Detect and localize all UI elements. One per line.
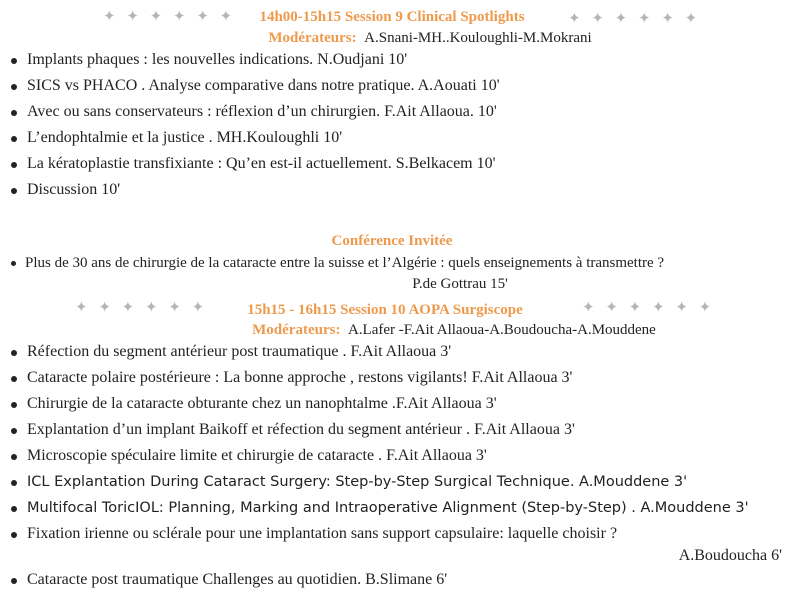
session-9-title: 14h00-15h15 Session 9 Clinical Spotlights	[259, 9, 525, 25]
list-item: Cataracte post traumatique Challenges au quotidien. B.Slimane 6'	[0, 567, 447, 593]
moderators-names: A.Lafer -F.Ait Allaoua-A.Boudoucha-A.Mouddene	[347, 322, 656, 338]
sparkle-icon: ✦ ✦ ✦ ✦ ✦ ✦	[582, 298, 715, 316]
list-item: Fixation irienne ou sclérale pour une implantation sans support capsulaire: laquelle choisir ?	[0, 521, 749, 547]
list-item: Microscopie spéculaire limite et chirurgie de cataracte . F.Ait Allaoua 3'	[0, 443, 749, 469]
list-item: SICS vs PHACO . Analyse comparative dans notre pratique. A.Aouati 10'	[0, 73, 500, 99]
sparkle-icon: ✦ ✦ ✦ ✦ ✦ ✦	[75, 298, 208, 316]
sparkle-icon: ✦ ✦ ✦ ✦ ✦ ✦	[103, 7, 236, 25]
list-item: Explantation d’un implant Baikoff et réfection du segment antérieur . F.Ait Allaoua 3'	[0, 417, 749, 443]
session-10-list	[0, 339, 749, 547]
list-item: Avec ou sans conservateurs : réflexion d’un chirurgien. F.Ait Allaoua. 10'	[0, 99, 500, 125]
list-item: Réfection du segment antérieur post traumatique . F.Ait Allaoua 3'	[0, 339, 749, 365]
item-author: A.Boudoucha 6'	[678, 547, 782, 564]
list-item: La kératoplastie transfixiante : Qu’en est-il actuellement. S.Belkacem 10'	[0, 151, 500, 177]
moderators-label: Modérateurs:	[252, 322, 341, 338]
list-item: Cataracte polaire postérieure : La bonne approche , restons vigilants! F.Ait Allaoua 3'	[0, 365, 749, 391]
session-10-list-cont	[0, 567, 447, 593]
conference-speaker: P.de Gottrau 15'	[412, 276, 508, 292]
list-item: Discussion 10'	[0, 177, 500, 203]
list-item: Implants phaques : les nouvelles indications. N.Oudjani 10'	[0, 47, 500, 73]
moderators-label: Modérateurs:	[268, 30, 357, 46]
moderators-names: A.Snani-MH..Kouloughli-M.Mokrani	[364, 30, 592, 46]
session-10-moderators	[54, 320, 800, 340]
sparkle-icon: ✦ ✦ ✦ ✦ ✦ ✦	[568, 9, 701, 27]
session-9-list	[0, 47, 500, 203]
session-9-moderators	[30, 28, 800, 48]
conference-title: Conférence Invitée	[331, 233, 453, 249]
conference-item: Plus de 30 ans de chirurgie de la cataracte entre la suisse et l’Algérie : quels enseignements à transmettre ?	[0, 253, 664, 273]
list-item: Multifocal ToricIOL: Planning, Marking and Intraoperative Alignment (Step-by-Step) . A.Mouddene 3'	[0, 495, 749, 521]
list-item: ICL Explantation During Cataract Surgery: Step-by-Step Surgical Technique. A.Mouddene 3'	[0, 469, 749, 495]
list-item: Chirurgie de la cataracte obturante chez un nanophtalme .F.Ait Allaoua 3'	[0, 391, 749, 417]
session-10-title: 15h15 - 16h15 Session 10 AOPA Surgiscope	[247, 302, 523, 318]
list-item: L’endophtalmie et la justice . MH.Kouloughli 10'	[0, 125, 500, 151]
